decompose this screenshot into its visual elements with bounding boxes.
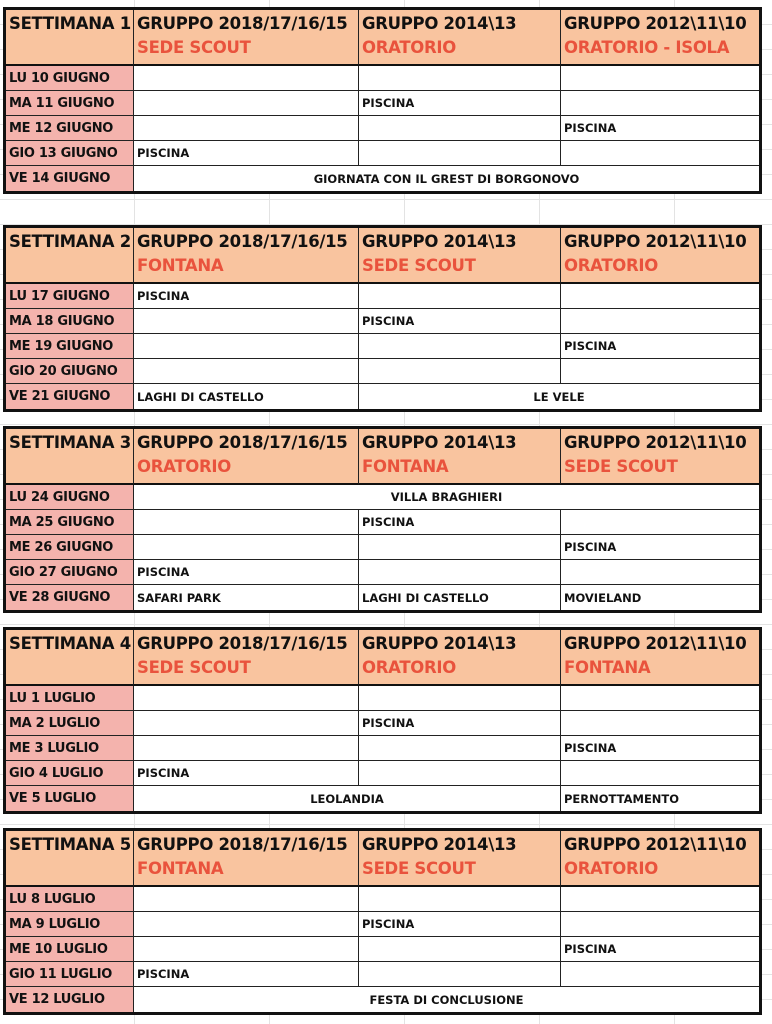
day-label: LU 24 GIUGNO	[6, 485, 134, 510]
activity-cell[interactable]	[359, 686, 561, 711]
activity-cell[interactable]	[359, 116, 561, 141]
activity-cell[interactable]	[561, 761, 759, 786]
group-header: GRUPPO 2018/17/16/15 SEDE SCOUT	[134, 10, 359, 66]
activity-cell[interactable]: LAGHI DI CASTELLO	[359, 585, 561, 610]
day-label: LU 10 GIUGNO	[6, 66, 134, 91]
activity-cell[interactable]	[359, 560, 561, 585]
activity-cell[interactable]	[561, 912, 759, 937]
activity-cell[interactable]	[359, 284, 561, 309]
group-header: GRUPPO 2014\13 ORATORIO	[359, 10, 561, 66]
group-header: GRUPPO 2012\11\10 SEDE SCOUT	[561, 429, 759, 485]
group-header: GRUPPO 2018/17/16/15 SEDE SCOUT	[134, 630, 359, 686]
group-header: GRUPPO 2018/17/16/15 ORATORIO	[134, 429, 359, 485]
activity-cell[interactable]	[134, 686, 359, 711]
day-label: MA 9 LUGLIO	[6, 912, 134, 937]
day-label: ME 19 GIUGNO	[6, 334, 134, 359]
activity-cell[interactable]: PISCINA	[134, 284, 359, 309]
activity-cell[interactable]	[134, 116, 359, 141]
activity-cell[interactable]: PISCINA	[561, 334, 759, 359]
activity-cell[interactable]	[359, 887, 561, 912]
activity-cell[interactable]: PISCINA	[561, 116, 759, 141]
activity-cell[interactable]	[134, 535, 359, 560]
activity-cell[interactable]	[134, 510, 359, 535]
day-label: MA 2 LUGLIO	[6, 711, 134, 736]
activity-cell[interactable]	[561, 711, 759, 736]
activity-cell[interactable]: LAGHI DI CASTELLO	[134, 384, 359, 409]
activity-cell[interactable]: PISCINA	[359, 912, 561, 937]
week-title: SETTIMANA 2	[6, 228, 134, 284]
day-label: VE 28 GIUGNO	[6, 585, 134, 610]
activity-cell[interactable]	[561, 309, 759, 334]
activity-cell[interactable]	[359, 962, 561, 987]
day-label: MA 25 GIUGNO	[6, 510, 134, 535]
activity-cell-merged[interactable]: FESTA DI CONCLUSIONE	[369, 992, 524, 1007]
activity-cell-merged[interactable]: LE VELE	[533, 389, 585, 404]
activity-cell[interactable]	[561, 686, 759, 711]
activity-cell[interactable]	[134, 334, 359, 359]
activity-cell[interactable]	[134, 711, 359, 736]
activity-cell[interactable]: PISCINA	[561, 736, 759, 761]
week-title: SETTIMANA 1	[6, 10, 134, 66]
activity-cell[interactable]	[134, 887, 359, 912]
group-header: GRUPPO 2012\11\10 ORATORIO - ISOLA	[561, 10, 759, 66]
activity-cell[interactable]	[134, 359, 359, 384]
activity-cell[interactable]	[561, 962, 759, 987]
activity-cell[interactable]	[359, 535, 561, 560]
activity-cell[interactable]: PERNOTTAMENTO	[564, 791, 680, 806]
day-label: GIO 4 LUGLIO	[6, 761, 134, 786]
activity-cell[interactable]	[359, 66, 561, 91]
activity-cell[interactable]	[134, 937, 359, 962]
day-label: VE 5 LUGLIO	[6, 786, 134, 811]
activity-cell[interactable]	[359, 334, 561, 359]
day-label: ME 3 LUGLIO	[6, 736, 134, 761]
activity-cell[interactable]: PISCINA	[561, 535, 759, 560]
week-1-table	[3, 7, 762, 194]
activity-cell[interactable]: SAFARI PARK	[134, 585, 359, 610]
activity-cell[interactable]	[561, 510, 759, 535]
activity-cell-merged[interactable]: GIORNATA CON IL GREST DI BORGONOVO	[313, 171, 580, 186]
day-label: ME 12 GIUGNO	[6, 116, 134, 141]
group-header: GRUPPO 2014\13 ORATORIO	[359, 630, 561, 686]
day-label: VE 14 GIUGNO	[6, 166, 134, 191]
activity-cell[interactable]: MOVIELAND	[564, 590, 642, 605]
day-label: GIO 20 GIUGNO	[6, 359, 134, 384]
activity-cell[interactable]	[134, 309, 359, 334]
activity-cell[interactable]: PISCINA	[359, 91, 561, 116]
activity-cell[interactable]	[561, 560, 759, 585]
activity-cell[interactable]: PISCINA	[134, 761, 359, 786]
week-5-table	[3, 828, 762, 1015]
activity-cell[interactable]	[134, 736, 359, 761]
group-header: GRUPPO 2014\13 SEDE SCOUT	[359, 228, 561, 284]
group-header: GRUPPO 2014\13 FONTANA	[359, 429, 561, 485]
activity-cell[interactable]	[561, 887, 759, 912]
week-2-table	[3, 225, 762, 412]
week-title: SETTIMANA 5	[6, 831, 134, 887]
activity-cell[interactable]	[134, 91, 359, 116]
day-label: MA 18 GIUGNO	[6, 309, 134, 334]
activity-cell-merged[interactable]: VILLA BRAGHIERI	[134, 485, 759, 510]
activity-cell[interactable]	[359, 359, 561, 384]
day-label: GIO 11 LUGLIO	[6, 962, 134, 987]
week-title: SETTIMANA 4	[6, 630, 134, 686]
activity-cell[interactable]	[561, 66, 759, 91]
day-label: ME 10 LUGLIO	[6, 937, 134, 962]
activity-cell[interactable]	[359, 141, 561, 166]
activity-cell[interactable]	[561, 359, 759, 384]
activity-cell[interactable]	[561, 284, 759, 309]
group-header: GRUPPO 2012\11\10 ORATORIO	[561, 831, 759, 887]
group-header: GRUPPO 2018/17/16/15 FONTANA	[134, 831, 359, 887]
activity-cell[interactable]: PISCINA	[134, 962, 359, 987]
activity-cell[interactable]: PISCINA	[359, 510, 561, 535]
activity-cell-merged[interactable]: LEOLANDIA	[134, 786, 561, 811]
activity-cell[interactable]: PISCINA	[561, 937, 759, 962]
group-header: GRUPPO 2012\11\10 ORATORIO	[561, 228, 759, 284]
activity-cell[interactable]: PISCINA	[359, 711, 561, 736]
activity-cell[interactable]	[359, 761, 561, 786]
day-label: MA 11 GIUGNO	[6, 91, 134, 116]
week-4-table	[3, 627, 762, 814]
day-label: LU 17 GIUGNO	[6, 284, 134, 309]
day-label: VE 12 LUGLIO	[6, 987, 134, 1012]
activity-cell[interactable]	[134, 912, 359, 937]
activity-cell[interactable]	[359, 937, 561, 962]
activity-cell[interactable]: PISCINA	[134, 141, 359, 166]
day-label: LU 1 LUGLIO	[6, 686, 134, 711]
day-label: GIO 27 GIUGNO	[6, 560, 134, 585]
day-label: VE 21 GIUGNO	[6, 384, 134, 409]
group-header: GRUPPO 2018/17/16/15 FONTANA	[134, 228, 359, 284]
group-header: GRUPPO 2012\11\10 FONTANA	[561, 630, 759, 686]
activity-cell[interactable]	[134, 66, 359, 91]
day-label: LU 8 LUGLIO	[6, 887, 134, 912]
activity-cell[interactable]	[359, 736, 561, 761]
activity-cell[interactable]	[561, 141, 759, 166]
week-3-table	[3, 426, 762, 613]
activity-cell[interactable]: PISCINA	[359, 309, 561, 334]
activity-cell[interactable]: PISCINA	[134, 560, 359, 585]
group-header: GRUPPO 2014\13 SEDE SCOUT	[359, 831, 561, 887]
week-title: SETTIMANA 3	[6, 429, 134, 485]
activity-cell[interactable]	[561, 91, 759, 116]
day-label: GIO 13 GIUGNO	[6, 141, 134, 166]
day-label: ME 26 GIUGNO	[6, 535, 134, 560]
